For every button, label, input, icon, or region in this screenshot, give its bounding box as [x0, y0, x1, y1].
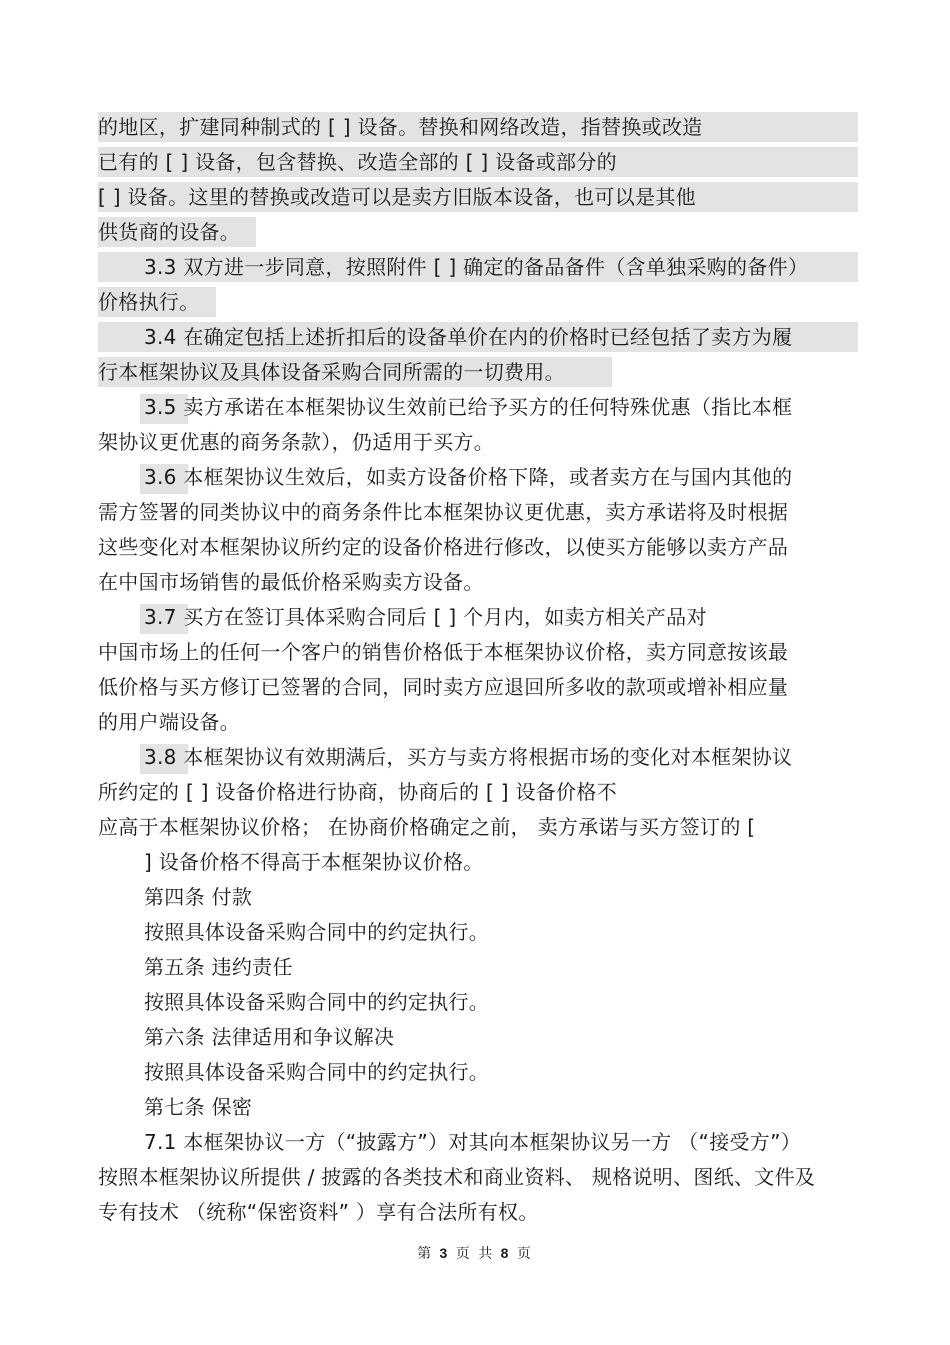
page-footer — [0, 1243, 950, 1263]
doc-line: 3.6 本框架协议生效后，如卖方设备价格下降，或者卖方在与国内其他的 — [144, 465, 793, 489]
section-heading: 第七条 保密 — [144, 1095, 253, 1119]
doc-line: 专有技术 （统称“保密资料” ）享有合法所有权。 — [98, 1200, 539, 1224]
doc-line: 在中国市场销售的最低价格采购卖方设备。 — [98, 570, 484, 594]
section-heading: 第四条 付款 — [144, 885, 253, 909]
doc-line: 这些变化对本框架协议所约定的设备价格进行修改，以使买方能够以卖方产品 — [98, 535, 789, 559]
doc-line: 的地区，扩建同种制式的 [ ] 设备。替换和网络改造，指替换或改造 — [98, 115, 703, 139]
doc-line: 按照具体设备采购合同中的约定执行。 — [144, 990, 490, 1014]
doc-line: 3.8 本框架协议有效期满后，买方与卖方将根据市场的变化对本框架协议 — [144, 745, 793, 769]
section-heading: 第五条 违约责任 — [144, 955, 293, 979]
doc-line: 的用户端设备。 — [98, 710, 241, 734]
footer-page-unit: 页 — [455, 1246, 472, 1262]
footer-page-word: 第 — [417, 1246, 434, 1262]
doc-line: 3.5 卖方承诺在本框架协议生效前已给予买方的任何特殊优惠（指比本框 — [144, 395, 793, 419]
doc-line: 行本框架协议及具体设备采购合同所需的一切费用。 — [98, 360, 565, 384]
doc-line: 所约定的 [ ] 设备价格进行协商，协商后的 [ ] 设备价格不 — [98, 780, 617, 804]
doc-line: 按照具体设备采购合同中的约定执行。 — [144, 1060, 490, 1084]
footer-total-number: 8 — [500, 1245, 511, 1261]
doc-line: 按照本框架协议所提供 / 披露的各类技术和商业资料、 规格说明、图纸、文件及 — [98, 1165, 816, 1189]
doc-line: 低价格与买方修订已签署的合同，同时卖方应退回所多收的款项或增补相应量 — [98, 675, 789, 699]
doc-line: 价格执行。 — [98, 290, 200, 314]
doc-line: 需方签署的同类协议中的商务条件比本框架协议更优惠，卖方承诺将及时根据 — [98, 500, 789, 524]
doc-line: ] 设备价格不得高于本框架协议价格。 — [144, 850, 484, 874]
doc-line: 7.1 本框架协议一方（“披露方”）对其向本框架协议另一方 （“接受方”） — [144, 1130, 802, 1154]
doc-line: 3.7 买方在签订具体采购合同后 [ ] 个月内，如卖方相关产品对 — [144, 605, 707, 629]
doc-line: 架协议更优惠的商务条款），仍适用于买方。 — [98, 430, 494, 454]
footer-total-unit: 页 — [516, 1246, 533, 1262]
doc-line: [ ] 设备。这里的替换或改造可以是卖方旧版本设备，也可以是其他 — [98, 185, 696, 209]
section-heading: 第六条 法律适用和争议解决 — [144, 1025, 395, 1049]
doc-line: 按照具体设备采购合同中的约定执行。 — [144, 920, 490, 944]
doc-line: 供货商的设备。 — [98, 220, 241, 244]
footer-page-number: 3 — [439, 1245, 450, 1261]
doc-line: 已有的 [ ] 设备，包含替换、改造全部的 [ ] 设备或部分的 — [98, 150, 617, 174]
doc-line: 应高于本框架协议价格； 在协商价格确定之前， 卖方承诺与买方签订的 [ — [98, 815, 756, 839]
doc-line: 3.4 在确定包括上述折扣后的设备单价在内的价格时已经包括了卖方为履 — [144, 325, 793, 349]
doc-line: 中国市场上的任何一个客户的销售价格低于本框架协议价格，卖方同意按该最 — [98, 640, 789, 664]
doc-line: 3.3 双方进一步同意，按照附件 [ ] 确定的备品备件（含单独采购的备件） — [144, 255, 809, 279]
footer-total-word: 共 — [478, 1246, 495, 1262]
